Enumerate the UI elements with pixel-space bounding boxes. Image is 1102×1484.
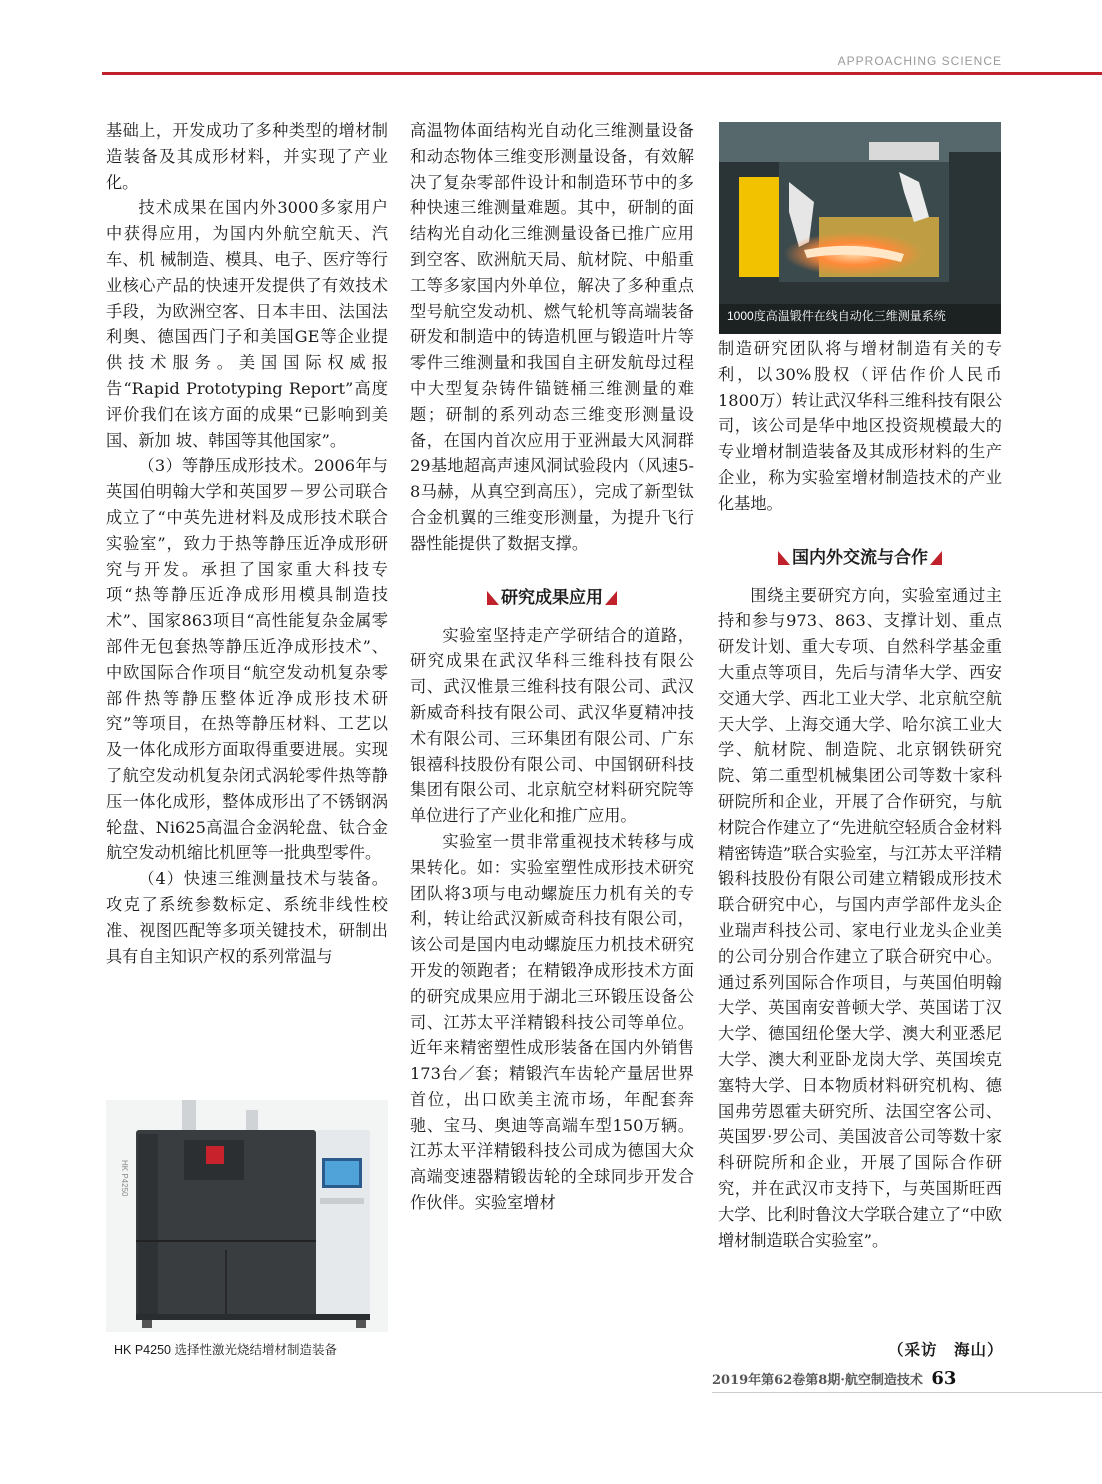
- section-heading-text: 研究成果应用: [501, 587, 603, 608]
- page-footer: [712, 1368, 956, 1389]
- figure-caption: HK P4250 选择性激光烧结增材制造装备: [114, 1343, 337, 1357]
- paragraph: 制造研究团队将与增材制造有关的专利，以30%股权（评估作价人民币1800万）转让武汉华科三维科技有限公司，该公司是华中地区投资规模最大的专业增材制造装备及其成形材料的生产企业，称为实验室增材制造技术的产业化基地。: [718, 339, 1003, 513]
- paragraph: 高温物体面结构光自动化三维测量设备和动态物体三维变形测量设备，有效解决了复杂零部件设计和制造环节中的多种快速三维测量难题。其中，研制的面结构光自动化三维测量设备已推广应用到空客、欧洲航天局、航材院、中船重工等多家国内外单位，解决了多种重点型号航空发动机、燃气轮机等高端装备研发和制造中的铸造机匣与锻造叶片等零件三维测量和我国自主研发航母过程中大型复杂铸件锚链桶三维测量的难题；研制的系列动态三维变形测量设备，在国内首次应用于亚洲最大风洞群29基地超高声速风洞试验段内（风速5-8马赫，从真空到高压），完成了新型钛合金机翼的三维变形测量，为提升飞行器性能提供了数据支撑。: [410, 121, 694, 553]
- heading-marker-icon: [778, 551, 790, 565]
- running-title: APPROACHING SCIENCE: [837, 54, 1002, 68]
- paragraph: （4）快速三维测量技术与装备。攻克了系统参数标定、系统非线性校准、视图匹配等多项关键技术，研制出具有自主知识产权的系列常温与: [106, 869, 388, 966]
- section-heading: [410, 585, 694, 611]
- heading-marker-icon: [487, 591, 499, 605]
- heading-marker-icon: [930, 551, 942, 565]
- paragraph: （3）等静压成形技术。2006年与英国伯明翰大学和英国罗－罗公司联合成立了“中英先进材料及成形技术联合实验室”，致力于热等静压近净成形研究与开发。承担了国家重大科技专项“热等静压近净成形用模具制造技术”、国家863项目“高性能复杂金属零部件无包套热等静压近净成形技术”、中欧国际合作项目“航空发动机复杂零部件热等静压整体近净成形技术研究”等项目，在热等静压材料、工艺以及一体化成形方面取得重要进展。实现了航空发动机复杂闭式涡轮零件热等静压一体化成形，整体成形出了不锈钢涡轮盘、Ni625高温合金涡轮盘、钛合金航空发动机缩比机匣等一批典型零件。: [106, 456, 388, 863]
- factory-illustration: [719, 122, 1001, 334]
- forging-measurement-photo: [719, 122, 1001, 334]
- column-3: [718, 336, 1002, 1253]
- paragraph: 技术成果在国内外3000多家用户中获得应用，为国内外航空航天、汽车、机 械制造、模具、电子、医疗等行业核心产品的快速开发提供了有效技术手段，为欧洲空客、日本丰田、法国法利奥、德国西门子和美国GE等企业提供技术服务。美国国际权威报告“Rapid Prototyping Report”高度评价我们在该方面的成果“已影响到美国、新加 坡、韩国等其他国家”。: [106, 198, 388, 450]
- section-heading: [718, 545, 1002, 571]
- page-number: 63: [931, 1368, 957, 1389]
- sls-machine-photo: [106, 1100, 388, 1332]
- paragraph: 基础上，开发成功了多种类型的增材制造装备及其成形材料，并实现了产业化。: [106, 121, 388, 192]
- issue-info: 2019年第62卷第8期·航空制造技术: [712, 1373, 923, 1388]
- column-1: [106, 118, 388, 969]
- paragraph: 围绕主要研究方向，实验室通过主持和参与973、863、支撑计划、重点研发计划、重大专项、自然科学基金重大重点等项目，先后与清华大学、西安交通大学、西北工业大学、北京航空航天大学、上海交通大学、哈尔滨工业大学、航材院、制造院、北京钢铁研究院、第二重型机械集团公司等数十家科研院所和企业，开展了合作研究，与航材院合作建立了“先进航空轻质合金材料精密铸造”联合实验室，与江苏太平洋精锻科技股份有限公司建立精锻成形技术联合研究中心，与国内声学部件龙头企业瑞声科技公司、家电行业龙头企业美的公司分别合作建立了联合研究中心。通过系列国际合作项目，与英国伯明翰大学、英国南安普顿大学、英国诺丁汉大学、德国纽伦堡大学、澳大利亚悉尼大学、澳大利亚卧龙岗大学、英国埃克塞特大学、日本物质材料研究机构、德国弗劳恩霍夫研究所、法国空客公司、英国罗·罗公司、美国波音公司等数十家科研院所和企业，开展了国际合作研究，并在武汉市支持下，与英国斯旺西大学、比利时鲁汶大学联合建立了“中欧增材制造联合实验室”。: [718, 585, 1002, 1250]
- paragraph: 实验室坚持走产学研结合的道路，研究成果在武汉华科三维科技有限公司、武汉惟景三维科技有限公司、武汉新威奇科技有限公司、武汉华夏精冲技术有限公司、三环集团有限公司、广东银禧科技股份有限公司、中国钢研科技集团有限公司、北京航空材料研究院等单位进行了产业化和推广应用。: [410, 625, 694, 826]
- heading-marker-icon: [605, 591, 617, 605]
- figure-caption: 1000度高温锻件在线自动化三维测量系统: [727, 309, 946, 323]
- section-heading-text: 国内外交流与合作: [792, 547, 928, 568]
- column-2: [410, 118, 694, 1216]
- footer-rule: [712, 1392, 1102, 1393]
- author-credit: （采访 海山）: [888, 1340, 1004, 1359]
- machine-illustration: [106, 1100, 388, 1332]
- machine-model-label: HK P4250: [120, 1160, 129, 1197]
- paragraph: 实验室一贯非常重视技术转移与成果转化。如：实验室塑性成形技术研究团队将3项与电动螺旋压力机有关的专利，转让给武汉新威奇科技有限公司，该公司是国内电动螺旋压力机技术研究开发的领跑者；在精锻净成形技术方面的研究成果应用于湖北三环锻压设备公司、江苏太平洋精锻科技公司等单位。近年来精密塑性成形装备在国内外销售173台／套；精锻汽车齿轮产量居世界首位，出口欧美主流市场，年配套奔驰、宝马、奥迪等高端车型150万辆。江苏太平洋精锻科技公司成为德国大众高端变速器精锻齿轮的全球同步开发合作伙伴。实验室增材: [410, 831, 694, 1213]
- header-rule: [102, 72, 1102, 75]
